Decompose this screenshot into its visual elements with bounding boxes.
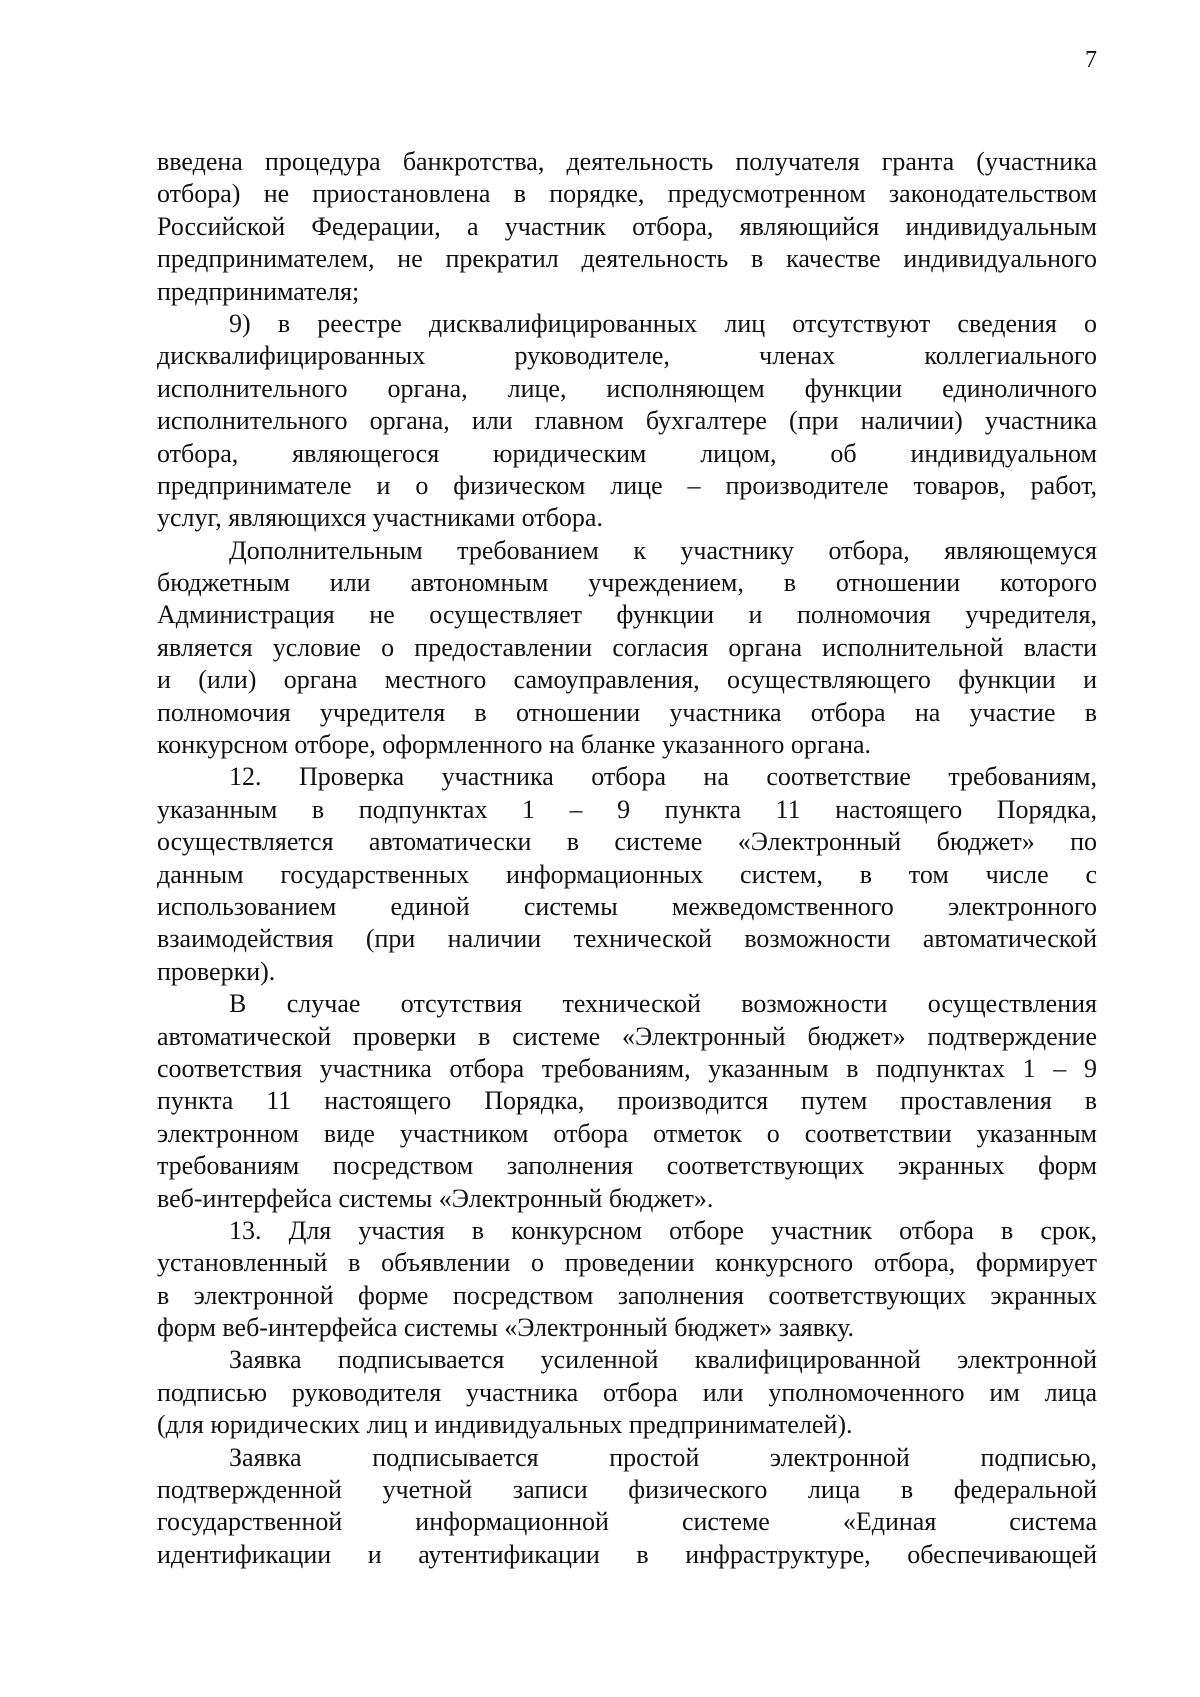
paragraph-12: [157, 761, 1097, 988]
text-line: исполнительного органа, лице, исполняющем функции единоличного: [157, 373, 1097, 403]
text-line: веб-интерфейса системы «Электронный бюджет».: [157, 1183, 714, 1213]
text-line: идентификации и аутентификации в инфраструктуре, обеспечивающей: [157, 1539, 1097, 1569]
paragraph-no-technical-possibility: [157, 988, 1097, 1215]
text-line: пункта 11 настоящего Порядка, производится путем проставления в: [157, 1086, 1097, 1116]
text-line: Заявка подписывается усиленной квалифицированной электронной: [229, 1345, 1097, 1375]
text-line: проверки).: [157, 956, 276, 986]
text-line: государственной информационной системе «Единая система: [157, 1507, 1097, 1537]
paragraph-additional-requirement: [157, 535, 1097, 762]
text-line: является условие о предоставлении согласия органа исполнительной власти: [157, 632, 1097, 662]
text-line: (для юридических лиц и индивидуальных предпринимателей).: [157, 1410, 853, 1440]
text-line: Заявка подписывается простой электронной подписью,: [229, 1442, 1097, 1472]
text-line: отбора) не приостановлена в порядке, предусмотренном законодательством: [157, 179, 1097, 209]
text-line: требованиям посредством заполнения соответствующих экранных форм: [157, 1151, 1097, 1181]
text-line: данным государственных информационных систем, в том числе с: [157, 859, 1097, 889]
text-line: В случае отсутствия технической возможности осуществления: [229, 989, 1097, 1019]
text-line: форм веб-интерфейса системы «Электронный бюджет» заявку.: [157, 1313, 855, 1343]
text-line: установленный в объявлении о проведении конкурсного отбора, формирует: [157, 1248, 1097, 1278]
text-line: предпринимателе и о физическом лице – производителе товаров, работ,: [157, 470, 1097, 500]
text-line: использованием единой системы межведомственного электронного: [157, 891, 1097, 921]
text-line: автоматической проверки в системе «Электронный бюджет» подтверждение: [157, 1021, 1097, 1051]
paragraph-item-9: [157, 308, 1097, 535]
text-line: дисквалифицированных руководителе, членах коллегиального: [157, 341, 1097, 371]
text-line: подписью руководителя участника отбора или уполномоченного им лица: [157, 1377, 1097, 1407]
text-line: соответствия участника отбора требованиям, указанным в подпунктах 1 – 9: [157, 1053, 1097, 1083]
text-line: 12. Проверка участника отбора на соответствие требованиям,: [229, 762, 1097, 792]
text-line: и (или) органа местного самоуправления, осуществляющего функции и: [157, 665, 1097, 695]
text-line: электронном виде участником отбора отметок о соответствии указанным: [157, 1118, 1097, 1148]
text-line: услуг, являющихся участниками отбора.: [157, 503, 603, 533]
text-line: 13. Для участия в конкурсном отборе участник отбора в срок,: [229, 1215, 1097, 1245]
paragraph-signature-simple: [157, 1442, 1097, 1572]
paragraph-13: [157, 1215, 1097, 1345]
text-line: полномочия учредителя в отношении участника отбора на участие в: [157, 697, 1097, 727]
text-line: конкурсном отборе, оформленного на бланке указанного органа.: [157, 730, 872, 760]
text-line: предпринимателя;: [157, 276, 360, 306]
page-number: 7: [1085, 47, 1097, 73]
text-line: исполнительного органа, или главном бухгалтере (при наличии) участника: [157, 406, 1097, 436]
text-line: Администрация не осуществляет функции и полномочия учредителя,: [157, 600, 1097, 630]
text-line: подтвержденной учетной записи физического лица в федеральной: [157, 1475, 1097, 1505]
text-line: взаимодействия (при наличии технической возможности автоматической: [157, 924, 1097, 954]
text-line: бюджетным или автономным учреждением, в отношении которого: [157, 568, 1097, 598]
text-line: 9) в реестре дисквалифицированных лиц отсутствуют сведения о: [229, 308, 1097, 338]
text-line: Российской Федерации, а участник отбора, являющийся индивидуальным: [157, 211, 1097, 241]
text-line: осуществляется автоматически в системе «Электронный бюджет» по: [157, 827, 1097, 857]
paragraph-signature-qualified: [157, 1344, 1097, 1441]
text-line: Дополнительным требованием к участнику отбора, являющемуся: [229, 535, 1097, 565]
text-line: указанным в подпунктах 1 – 9 пункта 11 настоящего Порядка,: [157, 794, 1097, 824]
text-line: отбора, являющегося юридическим лицом, об индивидуальном: [157, 438, 1097, 468]
text-line: введена процедура банкротства, деятельность получателя гранта (участника: [157, 147, 1097, 176]
text-line: предпринимателем, не прекратил деятельность в качестве индивидуального: [157, 244, 1097, 274]
text-line: в электронной форме посредством заполнения соответствующих экранных: [157, 1280, 1097, 1310]
document-body: [157, 146, 1097, 1571]
paragraph-continuation: [157, 146, 1097, 308]
